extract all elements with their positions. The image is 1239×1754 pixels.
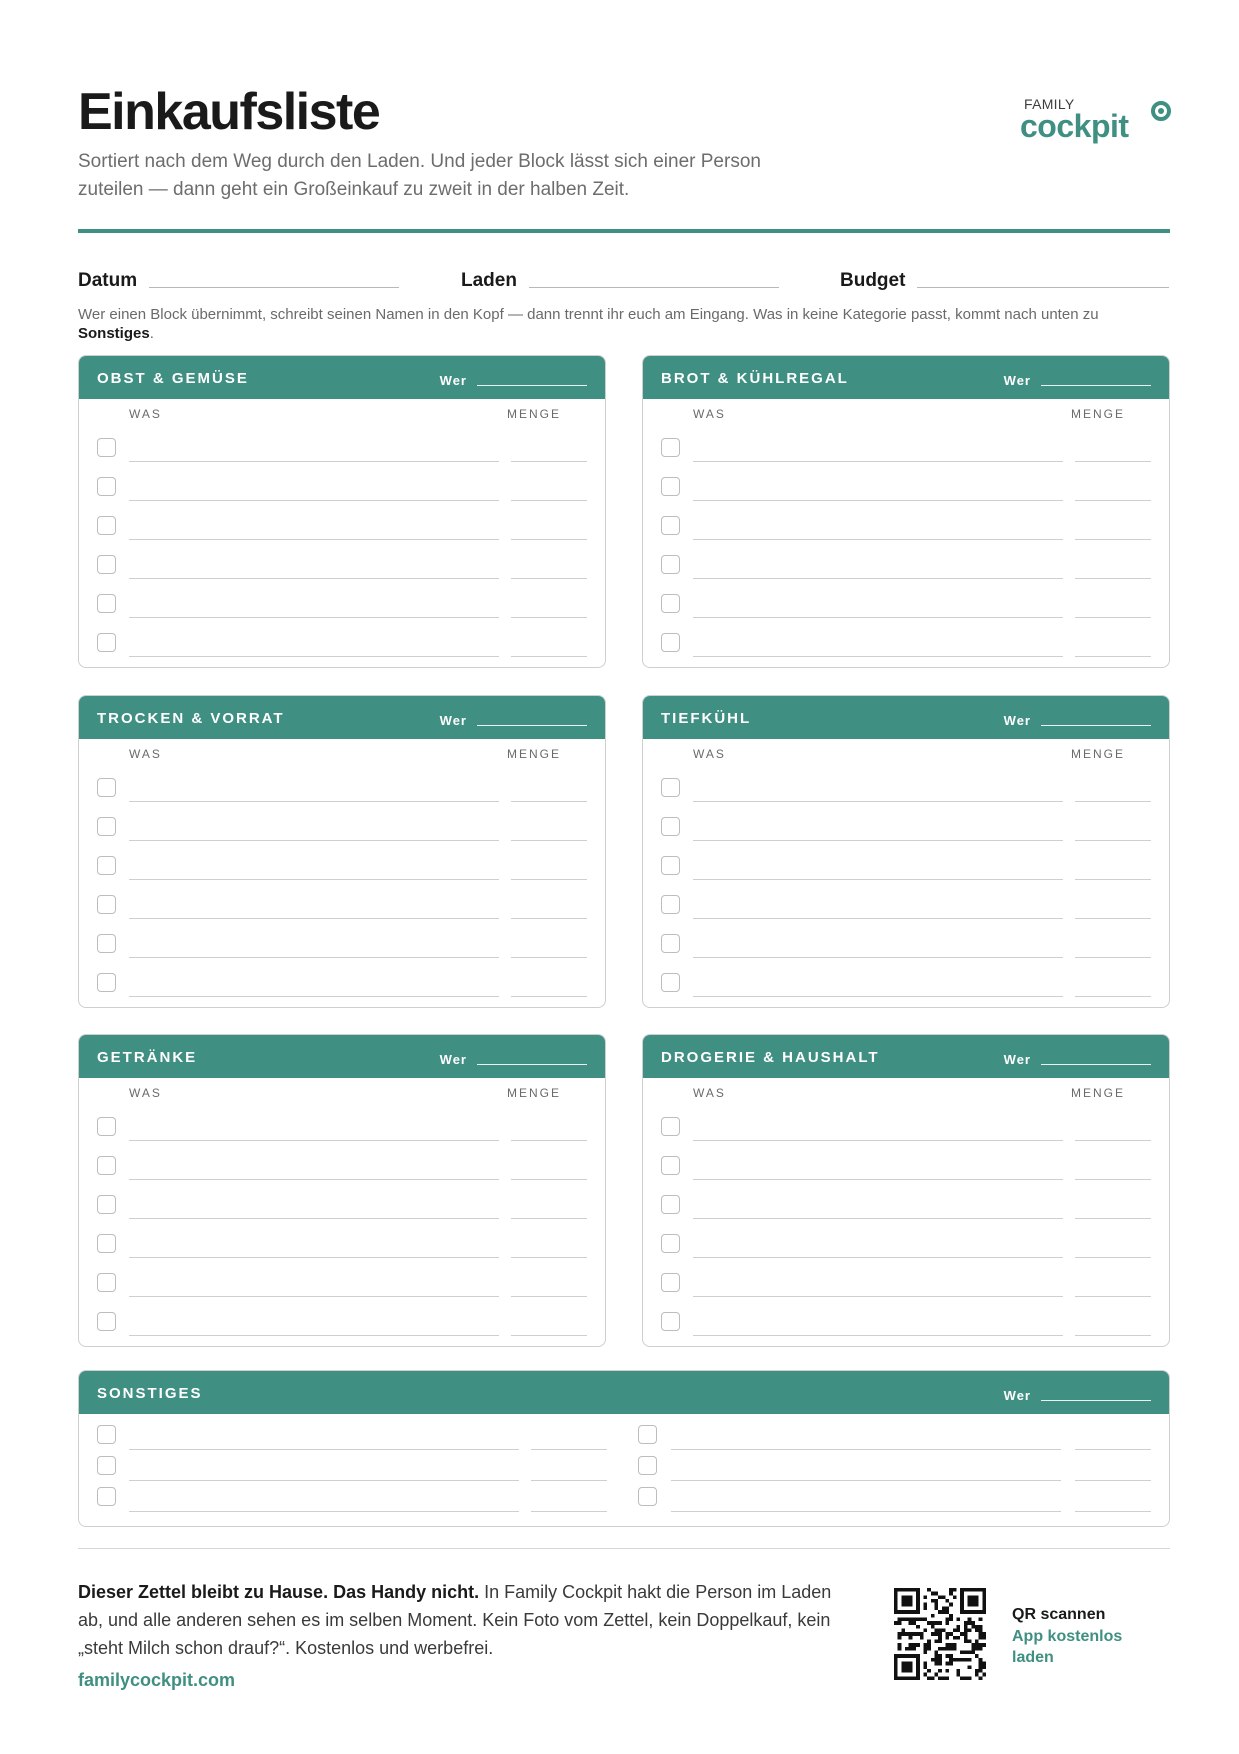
block-wer-field[interactable] [1004,1052,1151,1067]
item-menge-line[interactable] [511,1296,587,1297]
column-headers [643,1078,1169,1104]
item-row [643,843,1169,882]
block-header [79,696,605,739]
item-checkbox[interactable] [661,1234,680,1253]
was-column-label: WAS [129,407,162,421]
item-row [643,960,1169,999]
item-menge-line[interactable] [511,578,587,579]
item-checkbox[interactable] [97,778,116,797]
column-headers [79,1078,605,1104]
sonstiges-block [78,1370,1170,1527]
item-menge-line[interactable] [1075,656,1151,657]
item-was-line[interactable] [129,840,499,841]
item-menge-line[interactable] [1075,801,1151,802]
website-link[interactable]: familycockpit.com [78,1670,236,1690]
item-was-line[interactable] [693,539,1063,540]
column-headers [643,399,1169,425]
item-row [643,1260,1169,1299]
item-menge-line[interactable] [511,996,587,997]
block-header [79,1035,605,1078]
item-was-line[interactable] [693,801,1063,802]
item-menge-line[interactable] [511,617,587,618]
block-rows [79,1104,605,1346]
item-checkbox[interactable] [97,1312,116,1331]
column-headers [643,739,1169,765]
item-was-line[interactable] [693,957,1063,958]
item-menge-line[interactable] [511,656,587,657]
item-checkbox[interactable] [638,1487,657,1506]
item-checkbox[interactable] [97,477,116,496]
wer-label: Wer [439,713,467,728]
date-field[interactable] [78,262,399,292]
item-row [79,960,605,999]
qr-code-icon [894,1588,986,1680]
wer-label: Wer [1003,1388,1031,1403]
menge-column-label: MENGE [1070,1086,1125,1100]
block-rows [643,425,1169,667]
item-row [643,882,1169,921]
item-was-line[interactable] [129,461,499,462]
item-checkbox[interactable] [97,1456,116,1475]
footer-text [78,1578,858,1662]
category-block [642,695,1170,1008]
wer-input-line[interactable] [477,1064,587,1065]
item-row [79,765,605,804]
item-checkbox[interactable] [97,1273,116,1292]
item-row [79,1143,605,1182]
was-column-label: WAS [129,747,162,761]
item-was-line[interactable] [129,1179,499,1180]
item-row [79,620,605,659]
header-divider [78,229,1170,233]
item-was-line[interactable] [693,840,1063,841]
column-headers [79,739,605,765]
item-was-line[interactable] [129,617,499,618]
store-label: Laden [461,270,517,291]
block-title: BROT & KÜHLREGAL [661,370,849,387]
was-column-label: WAS [693,407,726,421]
category-block [78,1034,606,1347]
item-checkbox[interactable] [97,594,116,613]
block-header [643,696,1169,739]
note-emphasis: Sonstiges [78,325,150,342]
item-was-line[interactable] [129,801,499,802]
item-checkbox[interactable] [661,633,680,652]
page-title: Einkaufsliste [78,83,380,141]
item-was-line[interactable] [693,656,1063,657]
item-row [643,620,1169,659]
was-column-label: WAS [129,1086,162,1100]
block-title: GETRÄNKE [97,1049,198,1066]
item-menge-line[interactable] [1075,539,1151,540]
block-wer-field[interactable] [1004,713,1151,728]
item-was-line[interactable] [693,1179,1063,1180]
wer-input-line[interactable] [477,725,587,726]
item-checkbox[interactable] [97,516,116,535]
item-menge-line[interactable] [1075,1511,1151,1512]
qr-label: QR scannen [1012,1606,1106,1623]
item-checkbox[interactable] [97,555,116,574]
menge-column-label: MENGE [1070,747,1125,761]
wer-input-line[interactable] [1041,1400,1151,1401]
item-menge-line[interactable] [531,1511,607,1512]
item-was-line[interactable] [693,1335,1063,1336]
item-menge-line[interactable] [511,1140,587,1141]
item-checkbox[interactable] [97,895,116,914]
item-was-line[interactable] [129,539,499,540]
instruction-note [78,305,1170,343]
item-was-line[interactable] [129,918,499,919]
category-block [642,355,1170,668]
wer-label: Wer [1003,1052,1031,1067]
block-title: TIEFKÜHL [661,710,752,727]
item-menge-line[interactable] [511,918,587,919]
item-checkbox[interactable] [97,817,116,836]
block-rows [79,765,605,1007]
block-title: OBST & GEMÜSE [97,370,249,387]
item-row [643,542,1169,581]
item-row [79,1221,605,1260]
item-menge-line[interactable] [1075,957,1151,958]
item-row [643,765,1169,804]
item-menge-line[interactable] [511,1218,587,1219]
item-was-line[interactable] [129,957,499,958]
item-was-line[interactable] [129,578,499,579]
item-row [79,581,605,620]
item-checkbox[interactable] [661,438,680,457]
item-row [643,1182,1169,1221]
item-was-line[interactable] [671,1511,1061,1512]
item-row [643,1299,1169,1338]
item-menge-line[interactable] [511,539,587,540]
item-checkbox[interactable] [661,1156,680,1175]
item-row [79,1104,605,1143]
sonstiges-header [79,1371,1169,1414]
item-checkbox[interactable] [97,1195,116,1214]
block-rows [643,1104,1169,1346]
block-header [79,356,605,399]
budget-label: Budget [840,270,906,291]
item-row [643,804,1169,843]
item-was-line[interactable] [129,500,499,501]
was-column-label: WAS [693,1086,726,1100]
category-block [642,1034,1170,1347]
sonstiges-row [79,1450,1169,1481]
item-row [643,1104,1169,1143]
item-was-line[interactable] [693,918,1063,919]
item-row [643,1143,1169,1182]
footer-divider [78,1548,1170,1549]
item-was-line[interactable] [693,879,1063,880]
item-was-line[interactable] [693,578,1063,579]
item-row [643,1221,1169,1260]
item-menge-line[interactable] [1075,578,1151,579]
block-rows [79,425,605,667]
note-end: . [149,325,154,342]
item-checkbox[interactable] [661,1117,680,1136]
item-was-line[interactable] [129,1140,499,1141]
item-checkbox[interactable] [97,934,116,953]
item-menge-line[interactable] [511,500,587,501]
item-checkbox[interactable] [97,1234,116,1253]
item-menge-line[interactable] [1075,1257,1151,1258]
block-wer-field[interactable] [1004,373,1151,388]
item-menge-line[interactable] [1075,500,1151,501]
logo-ring-icon [1151,101,1171,121]
item-checkbox[interactable] [97,1487,116,1506]
date-input-line[interactable] [149,287,399,288]
item-row [643,921,1169,960]
item-row [79,542,605,581]
item-row [79,804,605,843]
store-field[interactable] [461,262,779,292]
column-headers [79,399,605,425]
item-row [79,503,605,542]
item-checkbox[interactable] [661,477,680,496]
item-checkbox[interactable] [661,1273,680,1292]
wer-label: Wer [1003,713,1031,728]
item-checkbox[interactable] [97,633,116,652]
item-was-line[interactable] [129,996,499,997]
item-checkbox[interactable] [97,438,116,457]
category-block [78,355,606,668]
block-wer-field[interactable] [440,1052,587,1067]
item-menge-line[interactable] [511,801,587,802]
item-was-line[interactable] [693,461,1063,462]
item-menge-line[interactable] [1075,1296,1151,1297]
logo-big-text: cockpit [1020,108,1129,144]
item-row [79,921,605,960]
qr-caption [1012,1604,1152,1668]
block-header [643,356,1169,399]
menge-column-label: MENGE [1070,407,1125,421]
item-menge-line[interactable] [511,461,587,462]
item-menge-line[interactable] [511,879,587,880]
sonstiges-title: SONSTIGES [97,1385,203,1402]
item-checkbox[interactable] [661,934,680,953]
wer-input-line[interactable] [1041,385,1151,386]
item-menge-line[interactable] [511,957,587,958]
item-checkbox[interactable] [638,1456,657,1475]
item-menge-line[interactable] [1075,918,1151,919]
sonstiges-wer-field[interactable] [1004,1388,1151,1403]
item-menge-line[interactable] [1075,840,1151,841]
budget-input-line[interactable] [917,287,1169,288]
item-menge-line[interactable] [511,1335,587,1336]
item-menge-line[interactable] [1075,1335,1151,1336]
item-row [643,503,1169,542]
item-was-line[interactable] [129,656,499,657]
item-row [643,581,1169,620]
item-checkbox[interactable] [97,1156,116,1175]
item-was-line[interactable] [693,500,1063,501]
item-menge-line[interactable] [1075,996,1151,997]
item-menge-line[interactable] [1075,461,1151,462]
block-title: DROGERIE & HAUSHALT [661,1049,880,1066]
item-row [79,882,605,921]
item-checkbox[interactable] [661,516,680,535]
footer-bold: Dieser Zettel bleibt zu Hause. Das Handy nicht. [78,1582,480,1602]
menge-column-label: MENGE [506,1086,561,1100]
budget-field[interactable] [840,262,1169,292]
shopping-list-page [78,0,1170,1754]
item-checkbox[interactable] [661,594,680,613]
item-checkbox[interactable] [661,555,680,574]
item-row [79,1260,605,1299]
sonstiges-row [79,1481,1169,1512]
wer-input-line[interactable] [1041,1064,1151,1065]
block-wer-field[interactable] [440,713,587,728]
item-was-line[interactable] [129,1511,519,1512]
wer-input-line[interactable] [1041,725,1151,726]
sonstiges-rows [79,1414,1169,1526]
sonstiges-row [79,1419,1169,1450]
block-wer-field[interactable] [440,373,587,388]
wer-label: Wer [439,1052,467,1067]
note-text: Wer einen Block übernimmt, schreibt seinen Namen in den Kopf — dann trennt ihr euch am Eingang. Was in keine Kategorie passt, kommt nach unten zu [78,306,1099,323]
item-row [79,843,605,882]
item-was-line[interactable] [129,1335,499,1336]
item-checkbox[interactable] [97,973,116,992]
item-menge-line[interactable] [1075,879,1151,880]
item-was-line[interactable] [129,1218,499,1219]
wer-label: Wer [439,373,467,388]
item-checkbox[interactable] [661,1195,680,1214]
item-menge-line[interactable] [1075,1218,1151,1219]
item-checkbox[interactable] [97,856,116,875]
item-menge-line[interactable] [511,840,587,841]
item-row [643,425,1169,464]
family-cockpit-logo [1020,96,1170,146]
item-row [79,1299,605,1338]
item-menge-line[interactable] [1075,1179,1151,1180]
item-checkbox[interactable] [97,1425,116,1444]
item-was-line[interactable] [693,996,1063,997]
page-subtitle: Sortiert nach dem Weg durch den Laden. Und jeder Block lässt sich einer Person zuteilen — dann geht ein Großeinkauf zu zweit in der halben Zeit. [78,151,761,200]
item-checkbox[interactable] [661,817,680,836]
item-row [79,425,605,464]
item-menge-line[interactable] [511,1179,587,1180]
item-checkbox[interactable] [661,856,680,875]
was-column-label: WAS [693,747,726,761]
item-was-line[interactable] [693,1296,1063,1297]
wer-label: Wer [1003,373,1031,388]
item-was-line[interactable] [693,617,1063,618]
logo-small-text: FAMILY [1024,96,1075,112]
block-title: TROCKEN & VORRAT [97,710,285,727]
store-input-line[interactable] [529,287,779,288]
item-was-line[interactable] [129,879,499,880]
item-checkbox[interactable] [97,1117,116,1136]
item-was-line[interactable] [129,1257,499,1258]
date-label: Datum [78,270,138,291]
item-menge-line[interactable] [1075,617,1151,618]
item-checkbox[interactable] [661,895,680,914]
item-checkbox[interactable] [661,973,680,992]
item-was-line[interactable] [693,1218,1063,1219]
item-row [79,464,605,503]
item-was-line[interactable] [693,1140,1063,1141]
block-rows [643,765,1169,1007]
menge-column-label: MENGE [506,747,561,761]
item-row [79,1182,605,1221]
block-header [643,1035,1169,1078]
item-menge-line[interactable] [1075,1140,1151,1141]
item-checkbox[interactable] [661,778,680,797]
item-checkbox[interactable] [661,1312,680,1331]
item-checkbox[interactable] [638,1425,657,1444]
item-was-line[interactable] [693,1257,1063,1258]
item-row [643,464,1169,503]
category-block [78,695,606,1008]
footer-body: In Family Cockpit hakt die Person im Laden ab, und alle anderen sehen es im selben Moment. Kein Foto vom Zettel, kein Doppelkauf, kein „steht Milch schon drauf?“. Kostenlos und werbefrei. [78,1582,832,1658]
wer-input-line[interactable] [477,385,587,386]
menge-column-label: MENGE [506,407,561,421]
qr-cta: App kostenlos laden [1012,1628,1123,1666]
item-menge-line[interactable] [511,1257,587,1258]
item-was-line[interactable] [129,1296,499,1297]
